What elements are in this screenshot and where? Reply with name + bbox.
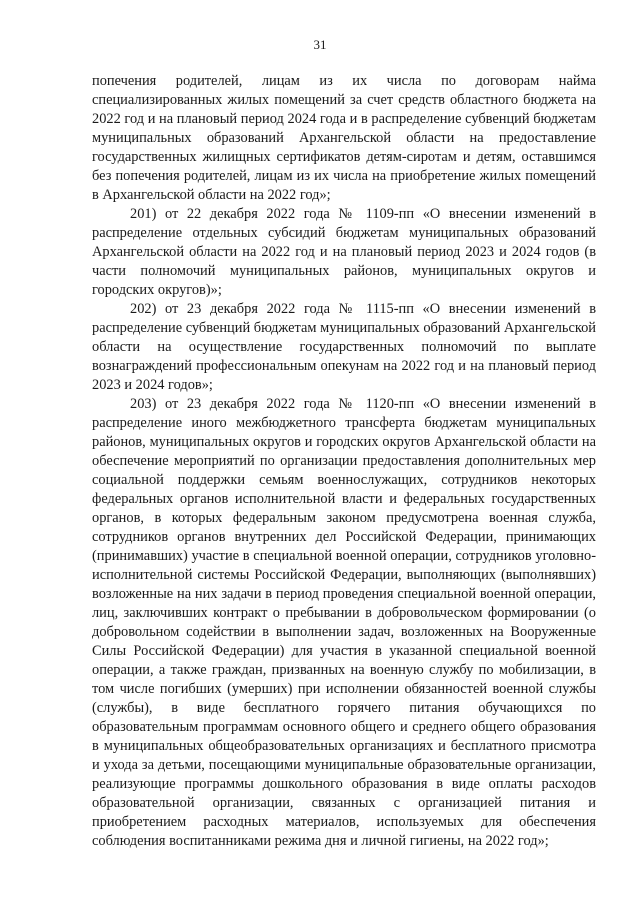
- paragraph-continuation: попечения родителей, лицам из их числа по договорам найма специализированных жилых помещений за счет средств областного бюджета на 2022 год и на плановый период 2024 года и в распределение субвенций бюджетам муниципальных образований Архангельской области на предоставление государственных жилищных сертификатов детям-сиротам и детям, оставшимся без попечения родителей, лицам из их числа на приобретение жилых помещений в Архангельской области на 2022 год»;: [92, 73, 596, 203]
- paragraph-item-202: 202) от 23 декабря 2022 года № 1115-пп «О внесении изменений в распределение субвенций бюджетам муниципальных образований Архангельской области на осуществление государственных полномочий по выплате вознаграждений профессиональным опекунам на 2022 год и на плановый период 2023 и 2024 годов»;: [92, 301, 597, 393]
- paragraph-item-201: 201) от 22 декабря 2022 года № 1109-пп «О внесении изменений в распределение отдельных субсидий бюджетам муниципальных образований Архангельской области на 2022 год и на плановый период 2023 и 2024 годов (в части полномочий муниципальных районов, муниципальных округов и городских округов)»;: [92, 206, 596, 298]
- document-body: [92, 72, 596, 851]
- paragraph-item-203: 203) от 23 декабря 2022 года № 1120-пп «О внесении изменений в распределение иного межбюджетного трансферта бюджетам муниципальных районов, муниципальных округов и городских округов Архангельской области на обеспечение мероприятий по организации предоставления дополнительных мер социальной поддержки семьям военнослужащих, сотрудников некоторых федеральных органов исполнительной власти и федеральных государственных органов, в которых федеральным законом предусмотрена военная служба, сотрудников органов внутренних дел Российской Федерации, принимающих (принимавших) участие в специальной военной операции, сотрудников уголовно-исполнительной системы Российской Федерации, выполняющих (выполнявших) возложенные на них задачи в период проведения специальной военной операции, лиц, заключивших контракт о пребывании в добровольческом формировании (о добровольном содействии в выполнении задач, возложенных на Вооруженные Силы Российской Федерации) для участия в указанной специальной военной операции, а также граждан, призванных на военную службу по мобилизации, в том числе погибших (умерших) при исполнении обязанностей военной службы (службы), в виде бесплатного горячего питания обучающихся по образовательным программам основного общего и среднего общего образования в муниципальных общеобразовательных организациях и бесплатного присмотра и ухода за детьми, посещающими муниципальные образовательные организации, реализующие программы дошкольного образования в виде оплаты расходов образовательной организации, связанных с организацией питания и приобретением расходных материалов, используемых для обеспечения соблюдения воспитанниками режима дня и личной гигиены, на 2022 год»;: [92, 396, 596, 849]
- page-number: 31: [313, 37, 327, 52]
